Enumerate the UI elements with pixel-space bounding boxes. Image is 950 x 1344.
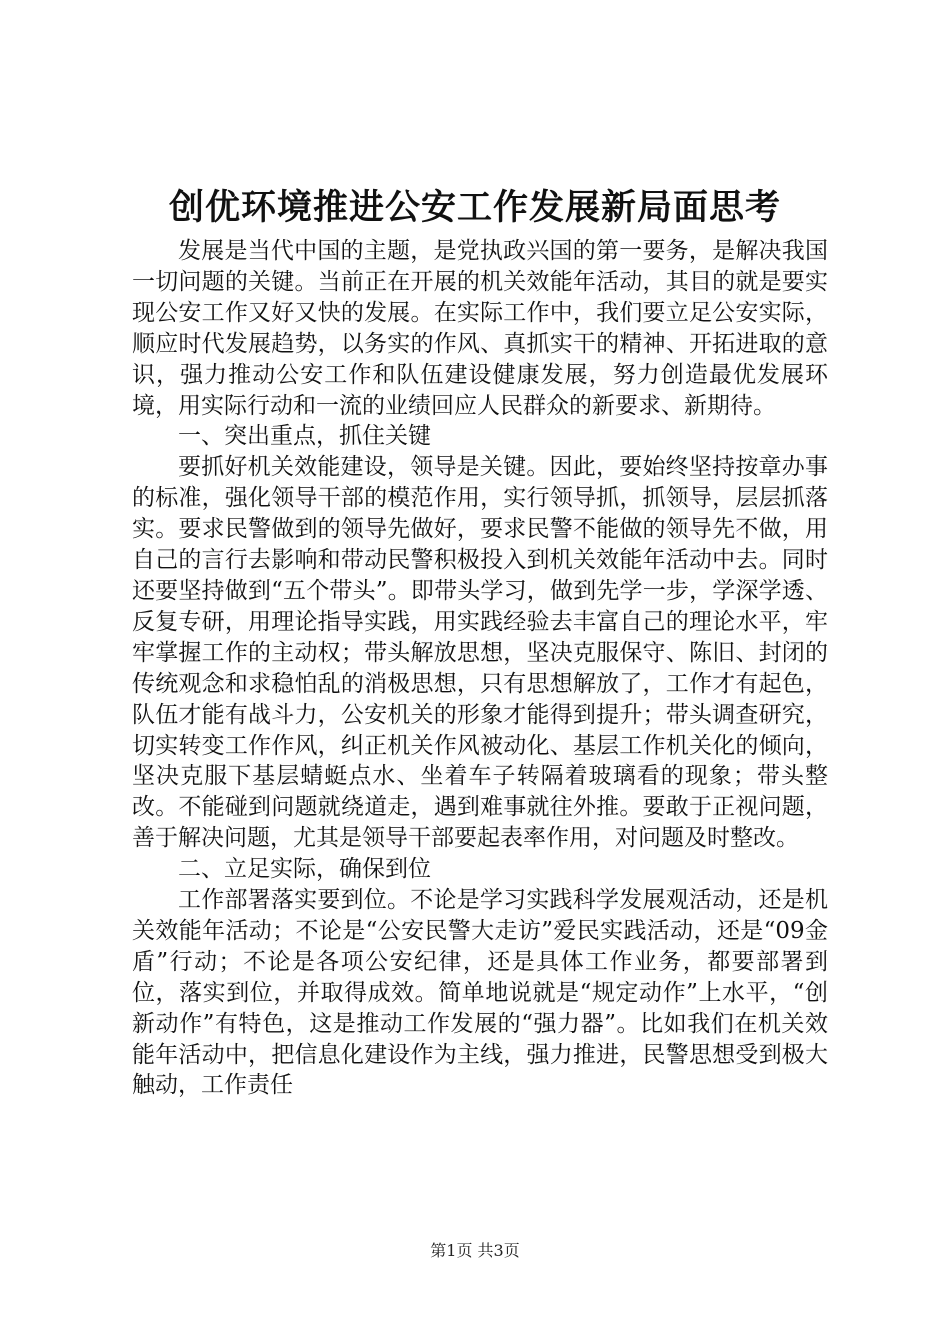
section-heading-2: 二、立足实际，确保到位: [178, 856, 431, 883]
section-2-paragraph: 工作部署落实要到位。不论是学习实践科学发展观活动，还是机关效能年活动；不论是“公安民警大走访”爱民实践活动，还是“09金盾”行动；不论是各项公安纪律，还是具体工作业务，都要部署到位，落实到位，并取得成效。简单地说就是“规定动作”上水平，“创新动作”有特色，这是推动工作发展的“强力器”。比如我们在机关效能年活动中，把信息化建设作为主线，强力推进，民警思想受到极大触动，工作责任: [132, 887, 828, 1099]
page-number-footer: 第1页 共3页: [430, 1241, 520, 1260]
section-1-paragraph: 要抓好机关效能建设，领导是关键。因此，要始终坚持按章办事的标准，强化领导干部的模范作用，实行领导抓，抓领导，层层抓落实。要求民警做到的领导先做好，要求民警不能做的领导先不做，用自己的言行去影响和带动民警积极投入到机关效能年活动中去。同时还要坚持做到“五个带头”。即带头学习，做到先学一步，学深学透、反复专研，用理论指导实践，用实践经验去丰富自己的理论水平，牢牢掌握工作的主动权；带头解放思想，坚决克服保守、陈旧、封闭的传统观念和求稳怕乱的消极思想，只有思想解放了，工作才有起色，队伍才能有战斗力，公安机关的形象才能得到提升；带头调查研究，切实转变工作作风，纠正机关作风被动化、基层工作机关化的倾向，坚决克服下基层蜻蜓点水、坐着车子转隔着玻璃看的现象；带头整改。不能碰到问题就绕道走，遇到难事就往外推。要敢于正视问题，善于解决问题，尤其是领导干部要起表率作用，对问题及时整改。: [132, 454, 828, 852]
section-heading-1: 一、突出重点，抓住关键: [178, 423, 431, 450]
document-body: [132, 236, 828, 1101]
intro-paragraph: 发展是当代中国的主题，是党执政兴国的第一要务，是解决我国一切问题的关键。当前正在开展的机关效能年活动，其目的就是要实现公安工作又好又快的发展。在实际工作中，我们要立足公安实际，顺应时代发展趋势，以务实的作风、真抓实干的精神、开拓进取的意识，强力推动公安工作和队伍建设健康发展，努力创造最优发展环境，用实际行动和一流的业绩回应人民群众的新要求、新期待。: [132, 238, 828, 419]
document-title: 创优环境推进公安工作发展新局面思考: [168, 187, 781, 228]
